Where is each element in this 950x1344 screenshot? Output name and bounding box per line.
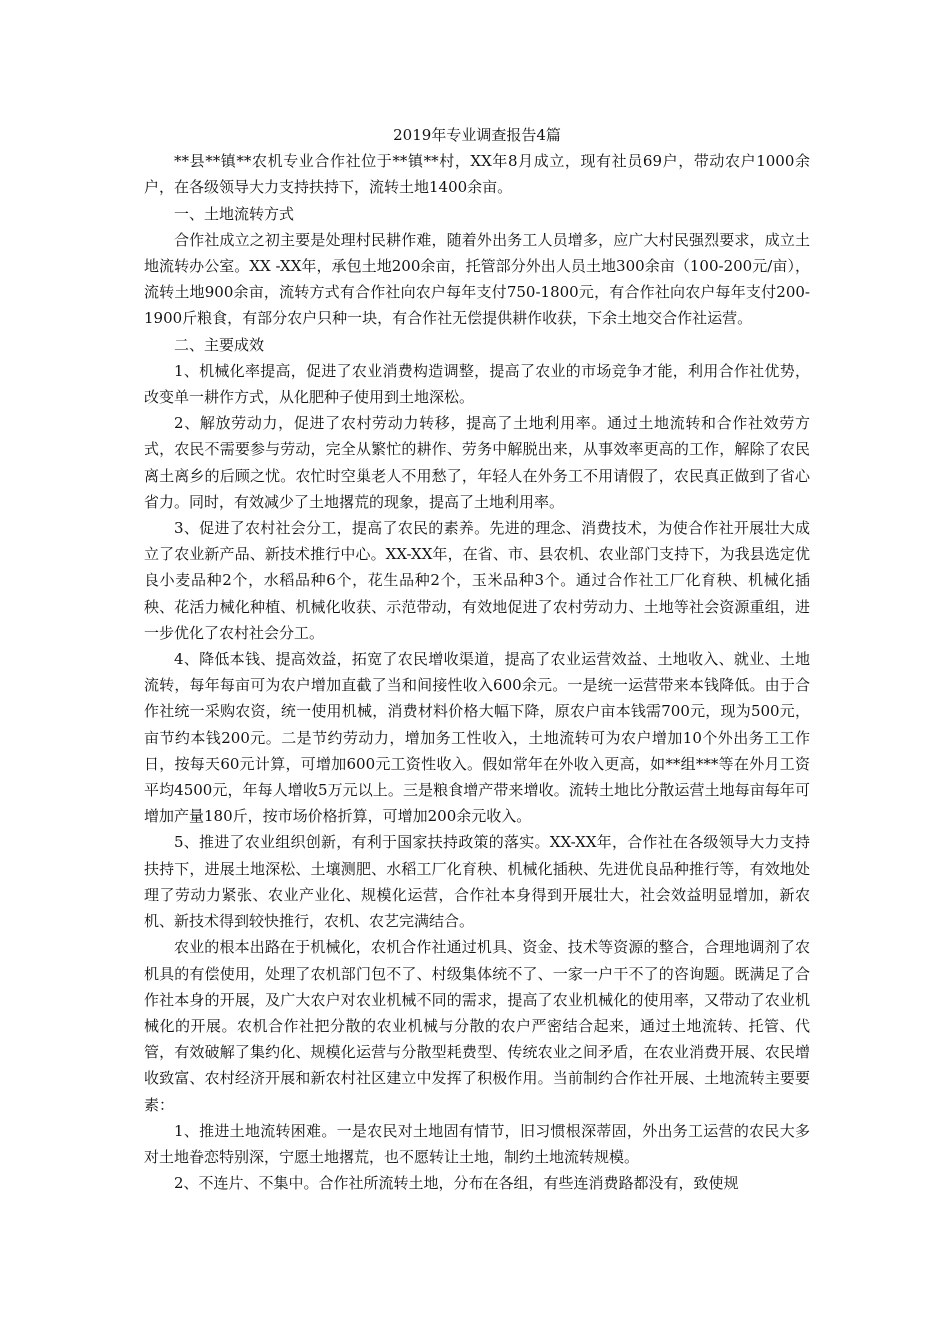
document-title: 2019年专业调查报告4篇: [393, 126, 561, 144]
summary-paragraph: 农业的根本出路在于机械化，农机合作社通过机具、资金、技术等资源的整合，合理地调剂了农机具的有偿使用，处理了农机部门包不了、村级集体统不了、一家一户干不了的咨询题。既满足了合作社本身的开展，及广大农户对农业机械不同的需求，提高了农业机械化的使用率，又带动了农业机械化的开展。农机合作社把分散的农业机械与分散的农户严密结合起来，通过土地流转、托管、代管，有效破解了集约化、规模化运营与分散型耗费型、传统农业之间矛盾，在农业消费开展、农民增收致富、农村经济开展和新农村社区建立中发挥了积极作用。当前制约合作社开展、土地流转主要要素：: [144, 938, 810, 1114]
problem-item-1: 1、推进土地流转困难。一是农民对土地固有情节，旧习惯根深蒂固，外出务工运营的农民大多对土地眷恋特别深，宁愿土地撂荒，也不愿转让土地，制约土地流转规模。: [144, 1121, 810, 1166]
result-item-5: 5、推进了农业组织创新，有利于国家扶持政策的落实。XX-XX年，合作社在各级领导大力支持扶持下，进展土地深松、土壤测肥、水稻工厂化育秧、机械化插秧、先进优良品种推行等，有效地处理了劳动力紧张、农业产业化、规模化运营，合作社本身得到开展壮大，社会效益明显增加，新农机、新技术得到较快推行，农机、农艺完满结合。: [144, 833, 810, 931]
result-item-4: 4、降低本钱、提高效益，拓宽了农民增收渠道，提高了农业运营效益、土地收入、就业、土地流转，每年每亩可为农户增加直截了当和间接性收入600余元。一是统一运营带来本钱降低。由于合作社统一采购农资，统一使用机械，消费材料价格大幅下降，原农户亩本钱需700元，现为500元，亩节约本钱200元。二是节约劳动力，增加务工性收入，土地流转可为农户增加10个外出务工工作日，按每天60元计算，可增加600元工资性收入。假如常年在外收入更高，如**组***等在外月工资平均4500元，年每人增收5万元以上。三是粮食增产带来增收。流转土地比分散运营土地每亩每年可增加产量180斤，按市场价格折算，可增加200余元收入。: [144, 650, 810, 826]
problem-item-2: 2、不连片、不集中。合作社所流转土地，分布在各组，有些连消费路都没有，致使规: [174, 1174, 739, 1193]
result-item-1: 1、机械化率提高，促进了农业消费构造调整，提高了农业的市场竞争才能，利用合作社优势，改变单一耕作方式，从化肥种子使用到土地深松。: [144, 361, 810, 407]
intro-paragraph: **县**镇**农机专业合作社位于**镇**村，XX年8月成立，现有社员69户，带动农户1000余户，在各级领导大力支持扶持下，流转土地1400余亩。: [144, 152, 810, 197]
result-item-3: 3、促进了农村社会分工，提高了农民的素养。先进的理念、消费技术，为使合作社开展壮大成立了农业新产品、新技术推行中心。XX-XX年，在省、市、县农机、农业部门支持下，为我县选定优良小麦品种2个，水稻品种6个，花生品种2个，玉米品种3个。通过合作社工厂化育秧、机械化插秧、花活力械化种植、机械化收获、示范带动，有效地促进了农村劳动力、土地等社会资源重组，进一步优化了农村社会分工。: [144, 519, 810, 642]
document-page: [144, 122, 810, 1196]
result-item-2: 2、解放劳动力，促进了农村劳动力转移，提高了土地利用率。通过土地流转和合作社效劳方式，农民不需要参与劳动，完全从繁忙的耕作、劳务中解脱出来，从事效率更高的工作，解除了农民离土离乡的后顾之忧。农忙时空巢老人不用愁了，年轻人在外务工不用请假了，农民真正做到了省心省力。同时，有效减少了土地撂荒的现象，提高了土地利用率。: [144, 414, 810, 511]
land-transfer-paragraph: 合作社成立之初主要是处理村民耕作难，随着外出务工人员增多，应广大村民强烈要求，成立土地流转办公室。XX -XX年，承包土地200余亩，托管部分外出人员土地300余亩（100-200元/亩），流转土地900余亩，流转方式有合作社向农户每年支付750-1800元，有合作社向农户每年支付200-1900斤粮食，有部分农户只种一块，有合作社无偿提供耕作收获，下余土地交合作社运营。: [144, 230, 810, 328]
section-heading-results: 二、主要成效: [174, 335, 265, 354]
section-heading-land-transfer: 一、土地流转方式: [174, 204, 295, 223]
